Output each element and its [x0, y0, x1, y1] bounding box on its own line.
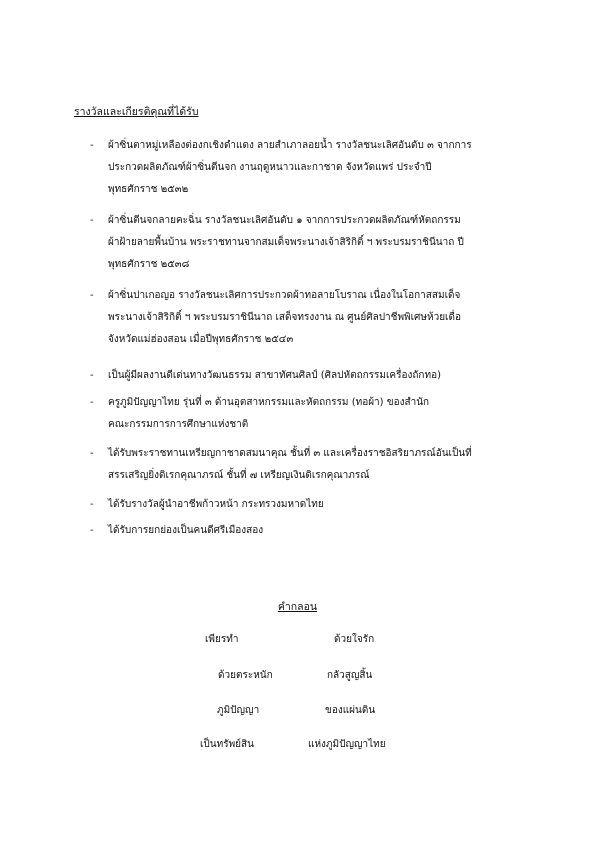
- bullet-marker: -: [90, 448, 94, 459]
- poem-verse-right: กลัวสูญสิ้น: [327, 670, 373, 681]
- poem-verse-left: ภูมิปัญญา: [217, 705, 260, 716]
- award-line: ผ้าซิ่นตีนจกลายคะฉิ่น รางวัลชนะเลิศอันดับ ๑ จากการประกวดผลิตภัณฑ์หัตถกรรม: [108, 215, 461, 226]
- bullet-marker: -: [90, 140, 94, 151]
- award-line: พุทธศักราช ๒๕๓๘: [108, 259, 190, 270]
- award-item-text: [108, 443, 528, 487]
- poem-title-text: คำกลอน: [277, 601, 318, 613]
- award-line: ได้รับรางวัลผู้นำอาชีพก้าวหน้า กระทรวงมหาดไทย: [108, 499, 324, 510]
- bullet-marker: -: [90, 525, 94, 536]
- award-line: ครูภูมิปัญญาไทย รุ่นที่ ๓ ด้านอุตสาหกรรมและหัตถกรรม (ทอผ้า) ของสำนัก: [108, 397, 430, 408]
- bullet-marker: -: [90, 397, 94, 408]
- poem-title: [0, 598, 595, 615]
- award-item-text: [108, 210, 528, 276]
- award-line: จังหวัดแม่ฮ่องสอน เมื่อปีพุทธศักราช ๒๕๔๓: [108, 334, 294, 345]
- poem-verse-right: ของแผ่นดิน: [325, 705, 376, 716]
- award-item-text: [108, 520, 528, 542]
- award-item-text: [108, 494, 528, 516]
- award-line: เป็นผู้มีผลงานดีเด่นทางวัฒนธรรม สาขาทัศนศิลป์ (ศิลปหัตถกรรมเครื่องถักทอ): [108, 370, 441, 381]
- award-item-text: [108, 285, 528, 351]
- bullet-marker: -: [90, 290, 94, 301]
- award-line: ได้รับการยกย่องเป็นคนดีศรีเมืองสอง: [108, 525, 264, 536]
- poem-verse-right: แห่งภูมิปัญญาไทย: [308, 739, 386, 750]
- bullet-marker: -: [90, 215, 94, 226]
- award-line: สรรเสริญยิ่งดิเรกคุณาภรณ์ ชั้นที่ ๗ เหรียญเงินดิเรกคุณาภรณ์: [108, 470, 370, 481]
- award-line: พระนางเจ้าสิริกิติ์ ฯ พระบรมราชินีนาถ เสด็จทรงงาน ณ ศูนย์ศิลปาชีพพิเศษห้วยเดื่อ: [108, 312, 461, 323]
- award-line: ผ้าฝ้ายลายพื้นบ้าน พระราชทานจากสมเด็จพระนางเจ้าสิริกิติ์ ฯ พระบรมราชินีนาถ ปี: [108, 237, 464, 248]
- award-item-text: [108, 135, 528, 201]
- award-line: ผ้าซิ่นปาเกอญอ รางวัลชนะเลิศการประกวดผ้าทอลายโบราณ เนื่องในโอกาสสมเด็จ: [108, 290, 461, 301]
- award-line: ผ้าซิ่นตาหมู่เหลืองต่องกเชิงดำแดง ลายสำเภาลอยน้ำ รางวัลชนะเลิศอันดับ ๓ จากการ: [108, 140, 472, 151]
- award-line: พุทธศักราช ๒๕๓๒: [108, 184, 189, 195]
- award-item-text: [108, 365, 528, 387]
- poem-verse-left: เพียรทำ: [205, 634, 239, 645]
- award-line: คณะกรรมการการศึกษาแห่งชาติ: [108, 419, 249, 430]
- poem-verse-left: ด้วยตระหนัก: [218, 670, 273, 681]
- award-line: ประกวดผลิตภัณฑ์ผ้าซิ่นตีนจก งานฤดูหนาวและกาชาด จังหวัดแพร่ ประจำปี: [108, 162, 432, 173]
- bullet-marker: -: [90, 499, 94, 510]
- bullet-marker: -: [90, 370, 94, 381]
- section-heading: รางวัลและเกียรติคุณที่ได้รับ: [74, 106, 199, 118]
- poem-verse-left: เป็นทรัพย์สิน: [200, 739, 254, 750]
- award-item-text: [108, 392, 528, 436]
- poem-verse-right: ด้วยใจรัก: [334, 634, 375, 645]
- award-line: ได้รับพระราชทานเหรียญกาชาดสมนาคุณ ชั้นที่ ๓ และเครื่องราชอิสริยาภรณ์อันเป็นที่: [108, 448, 472, 459]
